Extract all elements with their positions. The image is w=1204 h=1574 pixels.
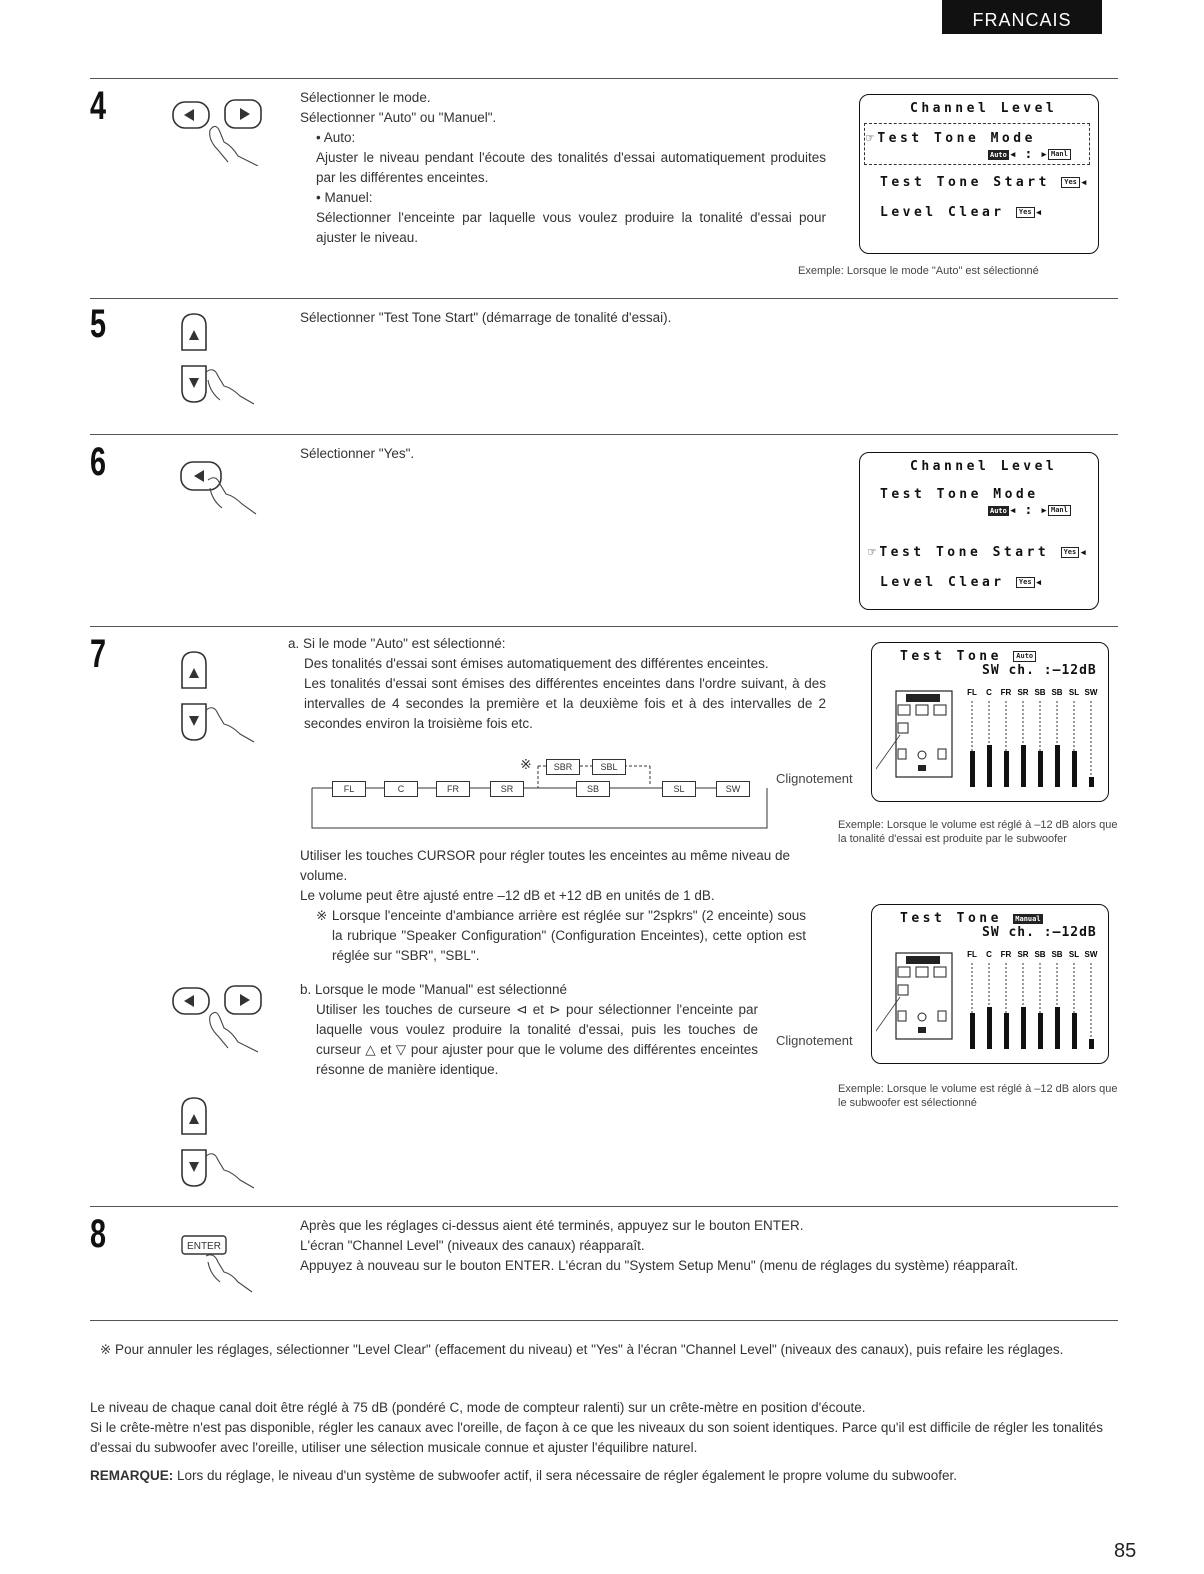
channel-level-bar bbox=[970, 1013, 975, 1049]
channel-meter-svg bbox=[962, 949, 1102, 1053]
channel-level-bar bbox=[1021, 1007, 1026, 1049]
step7b-heading: b. Lorsque le mode "Manual" est sélectionné bbox=[300, 982, 567, 997]
flow-box-fr: FR bbox=[436, 781, 470, 797]
remark-text: Lors du réglage, le niveau d'un système de subwoofer actif, il sera nécessaire de régler également le propre volume du subwoofer. bbox=[173, 1468, 958, 1483]
channel-label: SL bbox=[1068, 950, 1080, 959]
channel-label: SB bbox=[1034, 688, 1046, 697]
caption-auto: Exemple: Lorsque le volume est réglé à –12 dB alors que la tonalité d'essai est produite par le subwoofer bbox=[838, 819, 1118, 845]
lcd-clear-line: Level Clear Yes ◂ bbox=[880, 205, 1046, 220]
lcd-mode-values: Auto ◂ : ▸ Manl bbox=[988, 503, 1071, 518]
channel-level-bar bbox=[987, 1007, 992, 1049]
divider bbox=[90, 1206, 1118, 1207]
lcd-mode-line: Test Tone Mode bbox=[880, 487, 1039, 502]
lcd-start-line: ☞Test Tone Start Yes ◂ bbox=[868, 545, 1091, 560]
channel-label: C bbox=[986, 950, 992, 959]
channel-label: SB bbox=[1051, 688, 1063, 697]
blink-label-2: Clignotement bbox=[776, 1033, 853, 1048]
channel-level-bar bbox=[970, 751, 975, 787]
step8-line3: Appuyez à nouveau sur le bouton ENTER. L'écran du "System Setup Menu" (menu de réglages du système) réapparaît. bbox=[300, 1258, 1019, 1273]
step4-auto-text: Ajuster le niveau pendant l'écoute des tonalités d'essai automatiquement produites par les différentes enceintes. bbox=[316, 150, 826, 185]
lcd-tt-title: Test Tone Auto bbox=[900, 649, 1036, 664]
step7b-text bbox=[300, 980, 758, 1080]
lcd-sw-line: SW ch. :–12dB bbox=[982, 663, 1097, 678]
channel-level-bar bbox=[1072, 1013, 1077, 1049]
enter-key-label: ENTER bbox=[187, 1241, 221, 1252]
cursor-pointer-icon: ☞ bbox=[866, 131, 878, 146]
enter-button-icon bbox=[180, 1232, 270, 1302]
channel-label: FL bbox=[967, 688, 977, 697]
divider bbox=[90, 1320, 1118, 1321]
divider bbox=[90, 434, 1118, 435]
flow-box-sbl: SBL bbox=[592, 759, 626, 775]
remark bbox=[90, 1466, 1118, 1486]
footer-note: ※ Pour annuler les réglages, sélectionner "Level Clear" (effacement du niveau) et "Yes" à l'écran "Channel Level" (niveaux des canaux), puis refaire les réglages. bbox=[100, 1342, 1064, 1357]
up-down-cursor-buttons-icon bbox=[176, 1094, 266, 1190]
step7a-heading: a. Si le mode "Auto" est sélectionné: bbox=[288, 636, 506, 651]
cursor-instructions: Utiliser les touches CURSOR pour régler toutes les enceintes au même niveau de volume. bbox=[300, 848, 790, 883]
channel-label: SR bbox=[1017, 950, 1029, 959]
step-number: 7 bbox=[90, 632, 107, 676]
channel-label: FR bbox=[1000, 950, 1012, 959]
speaker-order-diagram bbox=[310, 756, 770, 830]
channel-label: FR bbox=[1000, 688, 1012, 697]
channel-level-bar bbox=[1089, 1039, 1094, 1049]
step7-cursor-text bbox=[300, 846, 806, 966]
left-right-cursor-buttons-icon bbox=[170, 86, 280, 166]
lcd-test-tone-manual bbox=[871, 904, 1109, 1064]
lcd-tt-title: Test Tone Manual bbox=[900, 911, 1041, 926]
page-number: 85 bbox=[1114, 1540, 1137, 1562]
lcd-clear-line: Level Clear Yes ◂ bbox=[880, 575, 1046, 590]
channel-bars bbox=[962, 687, 1102, 794]
lcd-mode-values: Auto ◂ : ▸ Manl bbox=[988, 147, 1071, 162]
note-mark: ※ bbox=[520, 756, 532, 772]
channel-label: SB bbox=[1034, 950, 1046, 959]
flow-box-sbr: SBR bbox=[546, 759, 580, 775]
lcd-start-line: Test Tone Start Yes ◂ bbox=[880, 175, 1092, 190]
footer-paragraphs bbox=[90, 1398, 1118, 1458]
footer-p1: Le niveau de chaque canal doit être réglé à 75 dB (pondéré C, mode de compteur ralenti) sur un crête-mètre en position d'écoute. bbox=[90, 1400, 866, 1415]
channel-label: SW bbox=[1084, 950, 1098, 959]
step8-text bbox=[300, 1216, 1118, 1276]
language-tab: FRANCAIS bbox=[942, 0, 1102, 34]
lcd-title: Channel Level bbox=[910, 459, 1058, 474]
step4-text bbox=[300, 88, 826, 248]
step4-auto-heading: • Auto: bbox=[316, 130, 356, 145]
channel-level-bar bbox=[1089, 777, 1094, 787]
flow-box-sw: SW bbox=[716, 781, 750, 797]
channel-level-bar bbox=[1072, 751, 1077, 787]
volume-range: Le volume peut être ajusté entre –12 dB et +12 dB en unités de 1 dB. bbox=[300, 888, 715, 903]
step7a-text2: Les tonalités d'essai sont émises des différentes enceintes dans l'ordre suivant, à des intervalles de 4 secondes la première et la deuxième fois et à des intervalles de 2 secondes environ la troisième fois etc. bbox=[304, 676, 826, 731]
flow-box-sb: SB bbox=[576, 781, 610, 797]
channel-label: SB bbox=[1051, 950, 1063, 959]
lcd-title: Channel Level bbox=[910, 101, 1058, 116]
lcd-test-tone-auto bbox=[871, 642, 1109, 802]
step8-line2: L'écran "Channel Level" (niveaux des canaux) réapparaît. bbox=[300, 1238, 645, 1253]
step7b-body: Utiliser les touches de curseure ⊲ et ⊳ pour sélectionner l'enceinte par laquelle vous voulez produire la tonalité d'essai, puis les touches de curseur △ et ▽ pour ajuster pour que le volume des différentes enceintes résonne de manière identique. bbox=[316, 1002, 758, 1077]
channel-meter-svg bbox=[962, 687, 1102, 791]
flow-box-c: C bbox=[384, 781, 418, 797]
channel-label: SW bbox=[1084, 688, 1098, 697]
flow-box-sr: SR bbox=[490, 781, 524, 797]
flow-box-fl: FL bbox=[332, 781, 366, 797]
step4-caption: Exemple: Lorsque le mode "Auto" est sélectionné bbox=[798, 265, 1039, 277]
channel-level-bar bbox=[1055, 745, 1060, 787]
footer-p2: Si le crête-mètre n'est pas disponible, régler les canaux avec l'oreille, de façon à ce que les niveaux du son soient identiques. Parce qu'il est difficile de régler les tonalités d'essai du subwoofer avec l'oreille, utiliser une sélection musicale connue et ajuster l'équilibre naturel. bbox=[90, 1420, 1104, 1455]
step4-manual-text: Sélectionner l'enceinte par laquelle vous voulez produire la tonalité d'essai pour ajuster le niveau. bbox=[316, 210, 826, 245]
lcd-mode-line: ☞Test Tone Mode bbox=[866, 131, 1036, 146]
caption-manual: Exemple: Lorsque le volume est réglé à –12 dB alors que le subwoofer est sélectionné bbox=[838, 1083, 1118, 1109]
remark-label: REMARQUE: bbox=[90, 1468, 174, 1483]
left-cursor-button-icon bbox=[178, 448, 274, 520]
channel-level-bar bbox=[1038, 751, 1043, 787]
step4-manual-heading: • Manuel: bbox=[316, 190, 373, 205]
channel-level-bar bbox=[1038, 1013, 1043, 1049]
channel-level-bar bbox=[1004, 1013, 1009, 1049]
step6-text: Sélectionner "Yes". bbox=[300, 446, 415, 461]
channel-level-bar bbox=[1004, 751, 1009, 787]
flow-box-sl: SL bbox=[662, 781, 696, 797]
channel-bars bbox=[962, 949, 1102, 1056]
channel-label: SL bbox=[1068, 688, 1080, 697]
divider bbox=[90, 78, 1118, 79]
divider bbox=[90, 298, 1118, 299]
step5-text: Sélectionner "Test Tone Start" (démarrage de tonalité d'essai). bbox=[300, 310, 672, 325]
channel-level-bar bbox=[1055, 1007, 1060, 1049]
channel-label: SR bbox=[1017, 688, 1029, 697]
blink-label-1: Clignotement bbox=[776, 771, 853, 786]
lcd-channel-level-1 bbox=[859, 94, 1099, 254]
step4-line1: Sélectionner le mode. bbox=[300, 90, 431, 105]
sb-note: ※ Lorsque l'enceinte d'ambiance arrière est réglée sur "2spkrs" (2 enceinte) sous la rubrique "Speaker Configuration" (Configuration Enceintes), cette option est réglée sur "SBR", "SBL". bbox=[316, 908, 806, 963]
cursor-pointer-icon: ☞ bbox=[868, 545, 880, 560]
step-number: 6 bbox=[90, 440, 107, 484]
step8-line1: Après que les réglages ci-dessus aient été terminés, appuyez sur le bouton ENTER. bbox=[300, 1218, 804, 1233]
step7a-text1: Des tonalités d'essai sont émises automatiquement des différentes enceintes. bbox=[304, 656, 769, 671]
step4-line2: Sélectionner "Auto" ou "Manuel". bbox=[300, 110, 497, 125]
divider bbox=[90, 626, 1118, 627]
up-down-cursor-buttons-icon bbox=[176, 648, 266, 744]
lcd-channel-level-2 bbox=[859, 452, 1099, 610]
left-right-cursor-buttons-icon bbox=[170, 982, 280, 1062]
channel-label: FL bbox=[967, 950, 977, 959]
channel-label: C bbox=[986, 688, 992, 697]
up-down-cursor-buttons-icon bbox=[176, 310, 266, 406]
step-number: 4 bbox=[90, 84, 107, 128]
channel-level-bar bbox=[1021, 745, 1026, 787]
lcd-sw-line: SW ch. :–12dB bbox=[982, 925, 1097, 940]
channel-level-bar bbox=[987, 745, 992, 787]
step-number: 5 bbox=[90, 302, 107, 346]
step-number: 8 bbox=[90, 1212, 107, 1256]
step7a-text bbox=[288, 634, 826, 734]
